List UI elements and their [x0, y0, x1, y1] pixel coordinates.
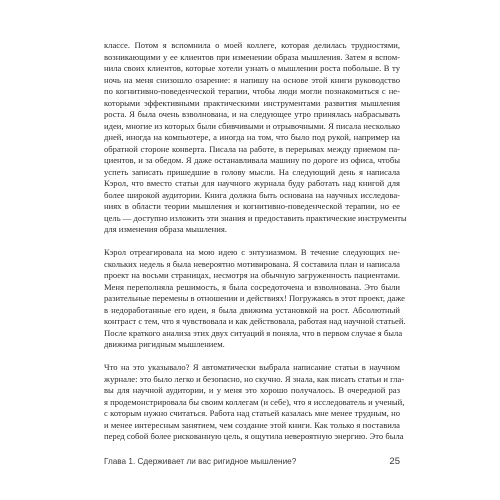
- text-line: в недоработанные его идеи, я была движима установкой на рост. Абсолютный: [104, 304, 400, 315]
- text-line: возникающими у ее клиентов при изменении образа мышления. Затем я вспом-: [104, 51, 400, 62]
- text-line: циентов, и за обедом. Я даже останавливала машину по дороге из офиса, чтобы: [104, 155, 400, 165]
- text-line: ночь на меня снизошло озарение: я напишу на основе этой книги руководство: [104, 74, 400, 85]
- text-line: перед собой более рискованную цель, я ощутила невероятную энергию. Это была: [104, 431, 404, 441]
- text-line: Кэрол, что вместо статьи для научного журнала буду работать над книгой для: [104, 178, 400, 188]
- text-line: движима ригидным мышлением.: [104, 339, 225, 349]
- text-line: проект на восьми страницах, несмотря на обычную загруженность пациентами.: [104, 270, 400, 280]
- text-line: журнале: это было легко и безопасно, но скучно. Я знала, как писать статьи и гла-: [104, 373, 405, 384]
- text-line: успеть записать пришедшие в голову мысли. На следующий день я написала: [104, 166, 400, 177]
- page-number: 25: [389, 456, 400, 467]
- text-line: идеи, многие из которых были сбивчивыми и отрывочными. Я писала несколько: [104, 120, 400, 131]
- text-line: дней, иногда на компьютере, а иногда на том, что было под рукой, например на: [104, 132, 400, 142]
- text-line: Кэрол отреагировала на мою идею с энтузиазмом. В течение следующих не-: [104, 247, 400, 257]
- text-line: разительные перемены в отношении и действиях! Погружаясь в этот проект, даже: [104, 293, 405, 303]
- text-line: ниях в области теории мышления и когнитивно-поведенческой терапии, но ее: [104, 201, 400, 211]
- text-line: которыми эффективными практическими инструментами развития мышления: [104, 97, 400, 108]
- paragraph: [104, 247, 406, 351]
- paragraph: [104, 362, 405, 443]
- text-line: классе. Потом я вспомнила о моей коллеге, которая делилась трудностями,: [104, 40, 400, 50]
- text-line: цель — доступно изложить эти знания и предоставить практические инструменты: [104, 212, 407, 223]
- text-line: и менее интересным занятием, чем создание этой книги. Как только я поставила: [104, 419, 400, 430]
- text-line: обратной стороне конверта. Писала на работе, в перерывах между приемом па-: [104, 143, 400, 154]
- text-line: Меня переполняла решимость, я была сосредоточена и взволнована. Это были: [104, 281, 400, 292]
- text-line: более широкой аудитории. Книга должна быть основана на научных исследова-: [104, 189, 400, 200]
- text-line: нила своих клиентов, которые хотели узнать о мышлении роста побольше. В ту: [104, 63, 400, 73]
- chapter-title: Глава 1. Сдерживает ли вас ригидное мышление?: [104, 457, 297, 466]
- paragraph: [104, 40, 407, 236]
- running-footer: [104, 457, 400, 471]
- text-line: по когнитивно-поведенческой терапии, чтобы люди могли познакомиться с не-: [104, 86, 400, 96]
- text-line: После краткого анализа этих двух ситуаций я поняла, что в первом случае я была: [104, 327, 403, 338]
- text-line: вы для научной аудитории, и у меня это хорошо получалось. В очередной раз: [104, 385, 400, 395]
- text-line: контраст с тем, что я чувствовала и как действовала, работая над научной статьей.: [104, 316, 406, 326]
- text-line: роста. Я была очень взволнована, и на следующее утро принялась набрасывать: [104, 109, 400, 119]
- text-line: я продемонстрировала бы своим коллегам (и себе), что я исследователь и ученый,: [104, 396, 405, 407]
- text-line: Что на это указывало? Я автоматически выбрала написание статьи в научном: [104, 362, 400, 372]
- text-line: скольких недель я была невероятно мотивирована. Я составила план и написала: [104, 258, 400, 269]
- text-line: с которым нужно считаться. Работа над статьей казалась мне менее трудным, но: [104, 408, 400, 418]
- body-text: [104, 40, 407, 443]
- text-line: для изменения образа мышления.: [104, 224, 227, 234]
